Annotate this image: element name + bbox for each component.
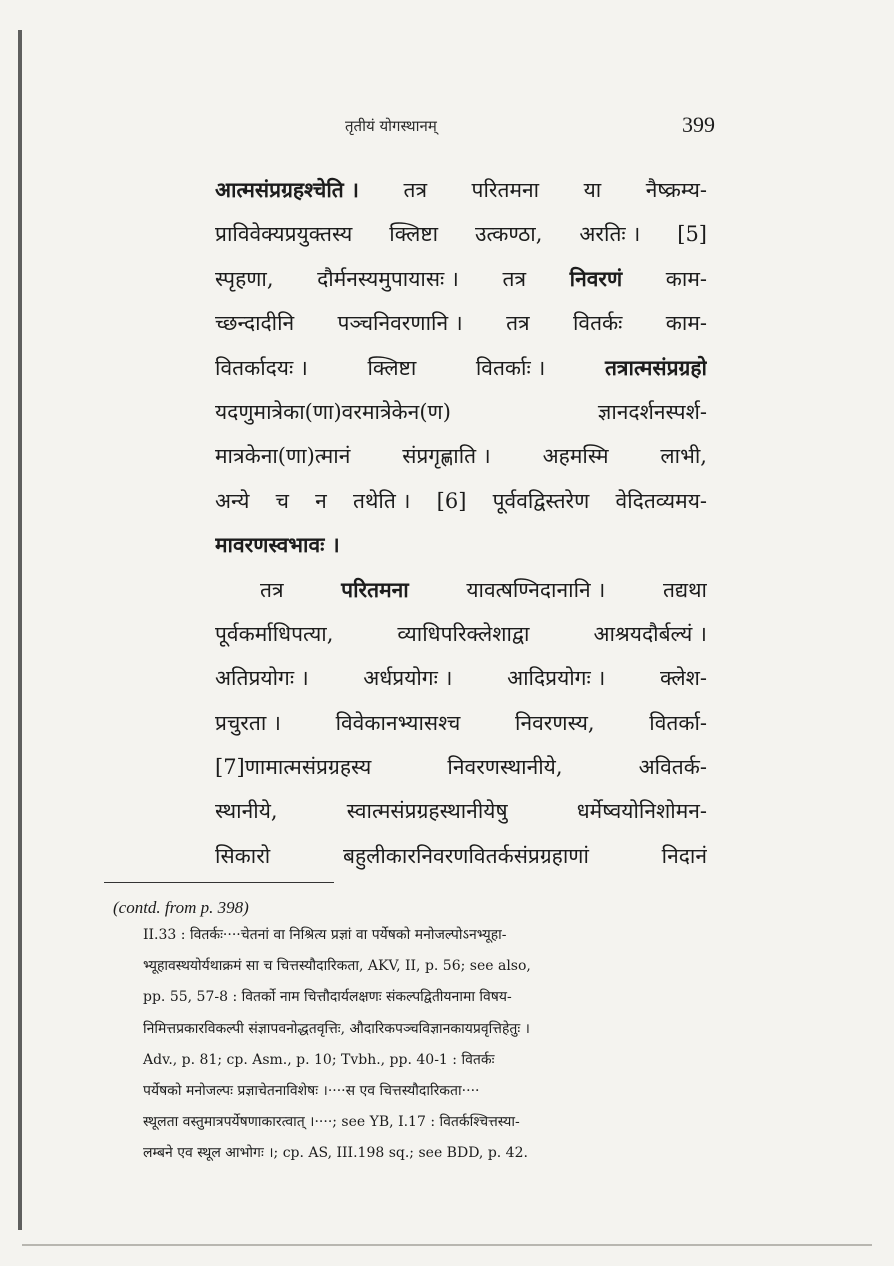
text-line (215, 257, 707, 301)
word: स्पृहणा, (215, 266, 274, 291)
word: आदिप्रयोगः । (507, 666, 606, 691)
word: तद्यथा (662, 577, 707, 602)
footnotes (113, 896, 713, 1170)
text-line (215, 168, 707, 212)
footnote-continuation: (contd. from p. 398) (113, 898, 249, 917)
word: निवरणस्य, (515, 710, 595, 735)
word: तत्र (506, 311, 530, 336)
footnote-text: निमित्तप्रकारविकल्पी संज्ञापवनोद्धतवृत्तिः, औदारिकपञ्चविज्ञानकायप्रवृत्तिहेतुः । (143, 1020, 530, 1037)
text-line (215, 434, 707, 478)
footnote-text: II.33 : वितर्कः····चेतनां वा निश्रित्य प्रज्ञां वा पर्येषको मनोजल्पोऽनभ्यूहा- (143, 927, 507, 943)
word: वितर्काः । (475, 355, 546, 380)
word: सिकारो (215, 843, 271, 868)
word: क्लिष्टा (389, 222, 439, 247)
running-title: तृतीयं योगस्थानम् (345, 117, 437, 135)
word: लाभी, (660, 444, 707, 469)
text-line (215, 745, 707, 789)
word: परितमना (471, 178, 540, 202)
word: क्लिष्टा (367, 355, 417, 380)
word: [7]णामात्मसंप्रग्रहस्य (215, 755, 372, 780)
word: अहमस्मि (542, 444, 609, 469)
word: च्छन्दादीनि (215, 311, 295, 336)
word: पूर्वकर्माधिपत्या, (215, 621, 334, 646)
word: अर्धप्रयोगः । (363, 666, 453, 691)
word: वेदितव्यमय- (615, 488, 707, 513)
bold-term: तत्रात्मसंप्रग्रहो (604, 354, 707, 380)
footnote-line (113, 1014, 713, 1045)
word: तत्र (502, 266, 527, 291)
bold-term: निवरणं (569, 265, 623, 291)
text-line (215, 834, 707, 878)
footnote-text: Adv., p. 81; cp. Asm., p. 10; Tvbh., pp. 40-1 : वितर्कः (143, 1051, 495, 1068)
page-header (215, 112, 715, 142)
word: प्राविवेक्यप्रयुक्तस्य (215, 222, 353, 247)
main-text (215, 168, 707, 878)
word: [6] (436, 488, 467, 513)
footnote-text: pp. 55, 57-8 : वितर्को नाम चित्तौदार्यलक्षणः संकल्पद्वितीयनामा विषय- (143, 989, 512, 1006)
word: क्लेश- (659, 666, 707, 691)
footnote-body (113, 920, 713, 1170)
word: अवितर्क- (638, 755, 707, 780)
word: पञ्चनिवरणानि । (337, 311, 463, 336)
word: वितर्कः (572, 311, 623, 336)
word: [5] (677, 222, 707, 247)
text-line (215, 701, 707, 745)
page-binding-edge (18, 30, 22, 1230)
word: निदानं (661, 843, 707, 868)
text-line (215, 612, 707, 656)
word: विवेकानभ्यासश्च (335, 710, 461, 735)
word: या (583, 178, 602, 202)
word: मात्रकेना(णा)त्मानं (215, 444, 351, 469)
word: नैष्क्रम्य- (645, 178, 707, 202)
word: अतिप्रयोगः । (215, 666, 309, 691)
word: अन्ये (215, 488, 250, 513)
word: न (315, 488, 327, 513)
bold-term: मावरणस्वभावः । (215, 532, 340, 558)
word: बहुलीकारनिवरणवितर्कसंप्रग्रहाणां (342, 843, 589, 868)
word: तथेति । (353, 488, 411, 513)
word: ज्ञानदर्शनस्पर्श- (597, 399, 707, 424)
footnote-line (113, 1076, 713, 1107)
word: आश्रयदौर्बल्यं । (593, 621, 707, 646)
page-bottom-edge (22, 1244, 872, 1246)
word: काम- (665, 266, 707, 291)
word: तत्र (260, 577, 284, 602)
page-number: 399 (682, 112, 715, 137)
footnote-divider (104, 882, 334, 883)
footnote-text: पर्येषको मनोजल्पः प्रज्ञाचेतनाविशेषः ।····स एव चित्तस्यौदारिकता···· (143, 1082, 480, 1099)
word: वितर्का- (649, 710, 707, 735)
word: दौर्मनस्यमुपायासः । (317, 266, 459, 291)
word: प्रचुरता । (215, 710, 281, 735)
text-line (215, 390, 707, 434)
text-line (215, 346, 707, 390)
word: वितर्कादयः । (215, 355, 308, 380)
word: अरतिः । (579, 222, 641, 247)
word: उत्कण्ठा, (475, 222, 543, 247)
text-line (215, 789, 707, 833)
word: व्याधिपरिक्लेशाद्वा (397, 621, 530, 646)
word: च (275, 488, 289, 513)
footnote-line (113, 1107, 713, 1138)
footnote-line (113, 1138, 713, 1169)
footnote-line (113, 951, 713, 982)
word: संप्रगृह्णाति । (402, 444, 491, 469)
bold-term: आत्मसंप्रग्रहश्चेति । (215, 177, 359, 202)
text-line (215, 656, 707, 700)
text-line (215, 523, 707, 567)
footnote-text: स्थूलता वस्तुमात्रपर्येषणाकारत्वात् ।····; see YB, I.17 : वितर्कश्चित्तस्या- (143, 1114, 520, 1131)
word: निवरणस्थानीये, (447, 755, 563, 780)
word: स्थानीये, (215, 799, 278, 824)
text-line (215, 212, 707, 256)
footnote-text: लम्बने एव स्थूल आभोगः ।; cp. AS, III.198 sq.; see BDD, p. 42. (143, 1145, 528, 1162)
text-line (215, 479, 707, 523)
text-line (215, 568, 707, 612)
bold-term: परितमना (341, 576, 409, 602)
word: स्वात्मसंप्रग्रहस्थानीयेषु (346, 799, 508, 824)
word: यदणुमात्रेका(णा)वरमात्रेकेन(ण) (215, 399, 451, 424)
text-line (215, 301, 707, 345)
word: काम- (665, 311, 707, 336)
word: पूर्ववद्विस्तरेण (492, 488, 590, 513)
word: धर्मेष्वयोनिशोमन- (576, 799, 707, 824)
footnote-line (113, 982, 713, 1013)
footnote-line (113, 920, 713, 951)
word: तत्र (403, 178, 428, 202)
word: यावत्षण्निदानानि । (466, 577, 606, 602)
footnote-line (113, 1045, 713, 1076)
footnote-text: भ्यूहावस्थयोर्यथाक्रमं सा च चित्तस्यौदारिकता, AKV, II, p. 56; see also, (143, 958, 531, 975)
